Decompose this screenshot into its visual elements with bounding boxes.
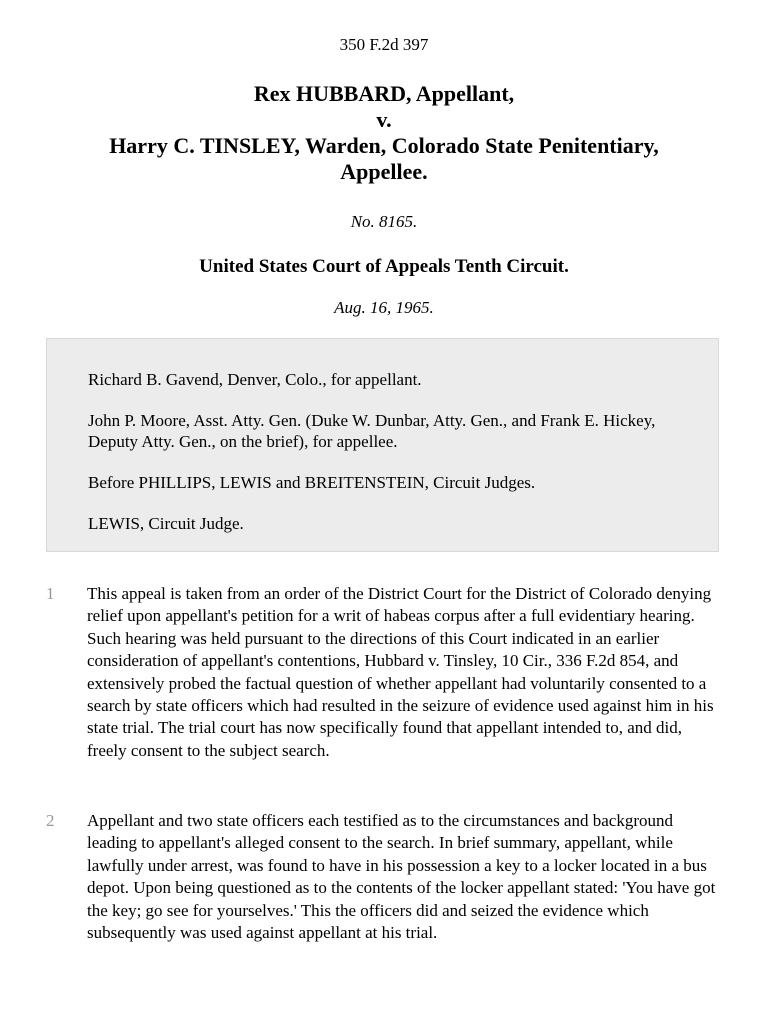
counsel-appellee: John P. Moore, Asst. Atty. Gen. (Duke W. Dunbar, Atty. Gen., and Frank E. Hickey, Deputy Atty. Gen., on the brief), for appellee. (88, 411, 656, 451)
counsel-panel (46, 338, 719, 552)
decision-date: Aug. 16, 1965. (334, 298, 434, 317)
caption-appellant: Rex HUBBARD, Appellant, (253, 81, 515, 106)
caption-versus: v. (376, 107, 392, 132)
paragraph-number: 2 (46, 811, 55, 830)
court-name: United States Court of Appeals Tenth Circuit. (199, 256, 569, 277)
caption-appellee-name: Harry C. TINSLEY, Warden, Colorado State Penitentiary, (109, 133, 659, 158)
paragraph-text: This appeal is taken from an order of the District Court for the District of Colorado denying relief upon appellant's petition for a writ of habeas corpus after a full evidentiary hearing. Such hearing was held pursuant to the directions of this Court indicated in an earlier consideration of appellant's contentions, Hubbard v. Tinsley, 10 Cir., 336 F.2d 854, and extensively probed the factual question of whether appellant had voluntarily consented to a search by state officers which had resulted in the seizure of evidence used against him in his state trial. The trial court has now specifically found that appellant intended to, and did, freely consent to the subject search. (87, 584, 714, 760)
caption-appellee-role: Appellee. (340, 159, 428, 184)
judges-panel: Before PHILLIPS, LEWIS and BREITENSTEIN, Circuit Judges. (88, 473, 536, 492)
counsel-appellant: Richard B. Gavend, Denver, Colo., for appellant. (88, 370, 422, 389)
case-citation: 350 F.2d 397 (339, 35, 429, 54)
paragraph-number: 1 (46, 584, 55, 603)
docket-number: No. 8165. (350, 212, 418, 231)
opinion-author: LEWIS, Circuit Judge. (88, 514, 244, 533)
paragraph-text: Appellant and two state officers each testified as to the circumstances and background leading to appellant's alleged consent to the search. In brief summary, appellant, while lawfully under arrest, was found to have in his possession a key to a locker located in a bus depot. Upon being questioned as to the contents of the locker appellant stated: 'You have got the key; go see for yourselves.' This the officers did and seized the evidence which subsequently was used against appellant at his trial. (87, 811, 716, 943)
case-caption (0, 81, 768, 185)
